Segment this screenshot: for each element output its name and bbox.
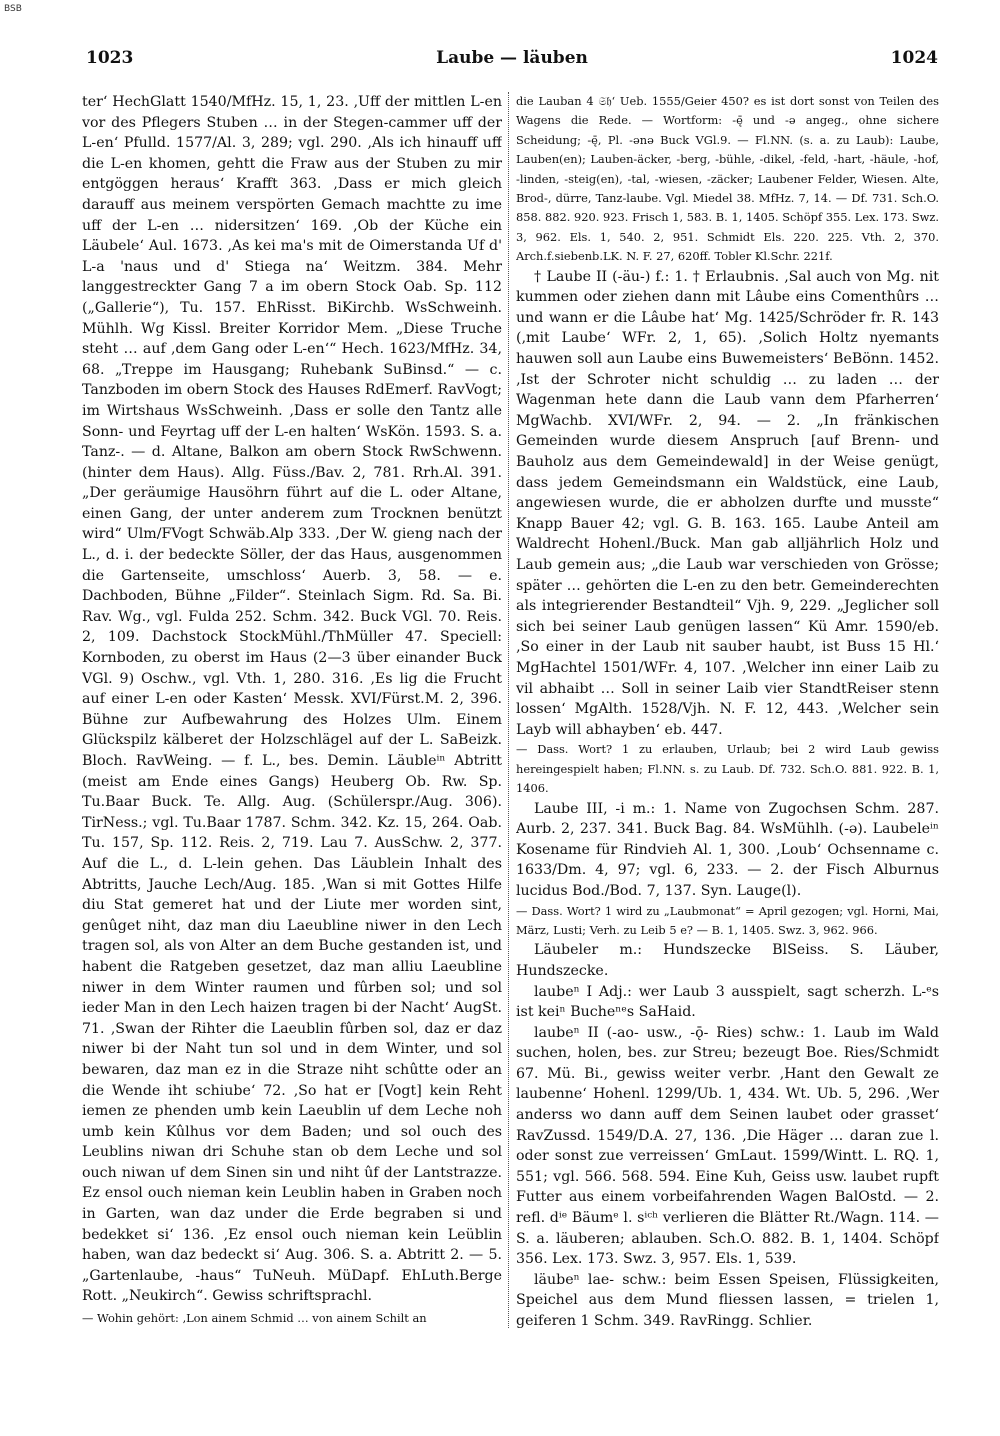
page-header <box>86 48 938 72</box>
entry-laeuben: läubeⁿ lae- schw.: beim Essen Speisen, Flüssigkeiten, Speichel aus dem Mund fliessen lassen, = trielen 1, geiferen 1 Schm. 349. RavRingg. Schlier. <box>516 1271 939 1329</box>
entry-laube-iii: Laube III, -i m.: 1. Name von Zugochsen Schm. 287. Aurb. 2, 237. 341. Buck Bag. 84. WsMühlh. (-ə). Laubeleⁱⁿ Kosename für Rindvieh Al. 1, 300. ‚Loub‘ Ochsenname c. 1633/Dm. 4, 97; vgl. 6, 233. — 2. der Fisch Alburnus lucidus Bod./Bod. 7, 137. Syn. Lauge(l). <box>516 800 939 899</box>
left-column <box>82 92 502 1422</box>
entry-laeubeler: Läubeler m.: Hundszecke BlSeiss. S. Läuber, Hundszecke. <box>516 942 939 979</box>
entry-lauben-ii: laubeⁿ II (-ao- usw., -ǭ- Ries) schw.: 1. Laub im Wald suchen, holen, bes. zur Streu; bezeugt Boe. Ries/Schmidt 67. Mü. Bi., gewiss weiter verbr. ‚Hant den Gewalt ze laubenne‘ Hohenl. 1299/Ub. 1, 434. Wt. Ub. 5, 296. ‚Wer anderss wo dann auff dem Seinen laubet oder grasset‘ RavZussd. 1549/D.A. 27, 136. ‚Die Häger … daran zue l. oder sonst zue verreissen‘ GmLaut. 1599/Wintt. L. RQ. 1, 551; vgl. 566. 568. 594. Eine Kuh, Geiss usw. laubet rupft Futter aus einem vorbeifahrenden Wagen BalOstd. — 2. refl. dⁱᵉ Bäumᵉ l. sⁱᶜʰ verlieren die Blätter Rt./Wagn. 114. — S. a. läuberen; ablauben. Sch.O. 882. B. 1, 1404. Schöpf 356. Lex. 173. Swz. 3, 957. Els. 1, 539. <box>516 1024 939 1268</box>
left-column-footnote: — Wohin gehört: ‚Lon ainem Schmid … von ainem Schilt an <box>82 1311 427 1326</box>
entry-laube-ii: † Laube II (-äu-) f.: 1. † Erlaubnis. ‚Sal auch von Mg. nit kummen oder ziehen dann mit Lâube eins Comenthûrs … und wann er die Lâube hat‘ Mg. 1425/Schröder fr. R. 143 (‚mit Laube‘ WFr. 2, 1, 65). ‚Solich Holtz nyemants hauwen soll aun Laube eins Buwemeisters‘ BeBönn. 1452. ‚Ist der Schroter nicht schuldig … zu laden … der Wagenman hete dann die Laub vann dem Pfarherren‘ MgWachb. XVI/WFr. 2, 94. — 2. „In fränkischen Gemeinden wurde diesem Anspruch [auf Brenn- und Bauholz aus dem Gemeindewald] in der Weise genügt, dass jedem Gemeindsmann ein Waldstück, eine Laub, angewiesen wurde, die er abholzen durfte und musste“ Knapp Bauer 42; vgl. G. B. 163. 165. Laube Anteil am Waldrecht Hohenl./Buck. Man gab alljährlich Holz und Laub gemein aus; „die Laub war verschieden von Grösse; später … gehörten die L-en zu den betr. Gemeinderechten als integrierender Bestandteil“ Vjh. 9, 229. „Jeglicher soll sich bei seiner Laub genügen lassen“ Kü Amr. 1590/eb. ‚So einer in der Laub nit sauber haubt, ist Buss 15 Hl.‘ MgHachtel 1501/WFr. 4, 107. ‚Welcher inn einer Laib zu vil abhaibt … Soll in seiner Laib vier StandtReiser stenn lossen‘ MgAlth. 1528/Vjh. N. F. 12, 443. ‚Welcher sein Layb will abhayben‘ eb. 447. <box>516 268 939 738</box>
right-column <box>516 92 939 1422</box>
page-number-left: 1023 <box>86 48 134 68</box>
column-divider <box>508 92 509 1328</box>
entry-lauben-i: laubeⁿ I Adj.: wer Laub 3 ausspielt, sagt scherzh. L-ᵉs ist keiⁿ Bucheⁿᵉs SaHaid. <box>516 983 939 1021</box>
entry-laube-i-notes: die Lauban 4 𝔖𝔥‘ Ueb. 1555/Geier 450? es ist dort sonst von Teilen des Wagens die Rede. — Wortform: -ę̄ und -ə angeg., ohne sichere Scheidung; -ę̄, Pl. -ənə Buck VGl.9. — Fl.NN. (s. a. zu Laub): Laube, Lauben(en); Lauben-äcker, -berg, -bühle, -dikel, -feld, -hart, -häule, -hof, -linden, -steig(en), -tal, -wiesen, -zäcker; Laubener Felder, Wiesen. Alte, Brod-, dürre, Tanz-laube. Vgl. Miedel 38. MfHz. 7, 14. — Df. 731. Sch.O. 858. 882. 920. 923. Frisch 1, 583. B. 1, 1405. Schöpf 355. Lex. 173. Swz. 3, 962. Els. 1, 540. 2, 951. Schmidt Els. 220. 225. Vth. 2, 370. Arch.f.siebenb.LK. N. F. 27, 620ff. Tobler Kl.Schr. 221f. <box>516 94 939 264</box>
left-column-text: ter‘ HechGlatt 1540/MfHz. 15, 1, 23. ‚Uff der mittlen L-en vor des Pflegers Stuben … in der Stegen-cammer uff der L-en‘ Pfulld. 1577/Al. 3, 289; vgl. 290. ‚Als ich hinauff uff die L-en khomen, gehtt die Fraw aus der Stuben zu mir entgöggen heraus‘ Krafft 363. ‚Dass er mich gleich darauff aus meinem verspörten Gemach machtte zu ime uff der L-en … nidersitzen‘ 169. ‚Ob der Küche ein Läubele‘ Aul. 1673. ‚As kei ma's mit de Oimerstanda Uf d' L-a 'naus und d' Stiega na‘ Weitzm. 384. Mehr langgestreckter Gang 7 a im obern Stock Oab. Sp. 112 („Gallerie“), Tu. 157. EhRisst. BiKirchb. WsSchweinh. Mühlh. Wg Kissl. Breiter Korridor Mem. „Diese Truche steht … auf ‚dem Gang oder L-en‘“ Hech. 1623/MfHz. 34, 68. „Treppe im Hausgang; Ruhebank SuBinsd.“ — c. Tanzboden im obern Stock des Hauses RdEmerf. RavVogt; im Wirtshaus WsSchweinh. ‚Dass er solle den Tantz alle Sonn- und Feyrtag uff der L-en halten‘ WsKön. 1593. S. a. Tanz-. — d. Altane, Balkon am obern Stock RwSchwenn. (hinter dem Haus). Allg. Füss./Bav. 2, 781. Rrh.Al. 391. „Der geräumige Hausöhrn führt auf die L. oder Altane, einen Gang, der unter anderem zum Trocknen benützt wird“ Ulm/FVogt Schwäb.Alp 333. ‚Der W. gieng nach der L., d. i. der bedeckte Söller, der das Haus, ausgenommen die Gartenseite, umschloss‘ Auerb. 3, 58. — e. Dachboden, Bühne „Filder“. Steinlach Sigm. Rd. Sa. Bi. Rav. Wg., vgl. Fulda 252. Schm. 342. Buck VGl. 70. Reis. 2, 109. Dachstock StockMühl./ThMüller 47. Speciell: Kornboden, zu oberst im Haus (2—3 über einander Buck VGl. 9) Oschw., vgl. Vth. 1, 280. 316. ‚Es lig die Frucht auf einer L-en oder Kasten‘ Messk. XVI/Fürst.M. 2, 396. Bühne zur Aufbewahrung des Holzes Ulm. Einem Glückspilz kälberet der Holzschlägel auf der L. SaBeizk. Bloch. RavWeing. — f. L., bes. Demin. Läubleⁱⁿ Abtritt (meist am Ende eines Gangs) Heuberg Ob. Rw. Sp. Tu.Baar Buck. Te. Allg. Aug. (Schülerspr./Aug. 306). TirNess.; vgl. Tu.Baar 1787. Schm. 342. Kz. 15, 264. Oab. Tu. 157, Sp. 112. Reis. 2, 719. Lau 7. AusSchw. 2, 377. Auf die L., d. L-lein gehen. Das Läublein Inhalt des Abtritts, Jauche Lech/Aug. 185. ‚Wan si mit Gottes Hilfe diu Stat gemeret hat und der Liute mer worden sint, genûget niht, daz man diu Laeubline niwer in den Lech tragen sol, als von Alter an dem Buche gestanden ist, und habent die Ratgeben gesetzet, daz man alliu Laeubline niwer in dem Winter raumen und fûrben sol; und sol ieder Man in den Lech haizen tragen bi der Nacht‘ AugSt. 71. ‚Swan der Rihter die Laeublin fûrben sol, daz er daz niwer bi der Naht tun sol und in dem Winter, und sol bewaren, daz man ez in die Straze niht schûtte oder an die Wende iht schiube‘ 72. ‚So hat er [Vogt] kein Reht iemen ze phenden umb kein Laeublin uf dem Leche noh umb kein Kûlhus vor dem Baden; und sol ouch des Leublins niwan dri Schuhe stan ob dem Leche und sol ouch niwan uf dem Sinen sin und niht ûf der Lantstrazze. Ez ensol ouch nieman kein Leublin haben in Graben noch in Garten, wan daz under die Erde begraben si und bedekket si‘ 136. ‚Ez ensol ouch nieman kein Leüblin haben, wan daz bedeckt si‘ Aug. 306. S. a. Abtritt 2. — 5. „Gartenlaube, -haus“ TuNeuh. MüDapf. EhLuth.Berge Rott. „Neukirch“. Gewiss schriftsprachl. <box>82 94 502 1305</box>
library-stamp: BSB <box>4 4 22 14</box>
page-title: Laube — läuben <box>436 48 588 68</box>
entry-laube-ii-notes: — Dass. Wort? 1 zu erlauben, Urlaub; bei 2 wird Laub gewiss hereingespielt haben; Fl.NN. s. zu Laub. Df. 732. Sch.O. 881. 922. B. 1, 1406. <box>516 742 939 796</box>
page-number-right: 1024 <box>890 48 938 68</box>
entry-laube-iii-notes: — Dass. Wort? 1 wird zu „Laubmonat“ = April gezogen; vgl. Horni, Mai, März, Lusti; Verh. zu Leib 5 e? — B. 1, 1405. Swz. 3, 962. 966. <box>516 903 939 937</box>
